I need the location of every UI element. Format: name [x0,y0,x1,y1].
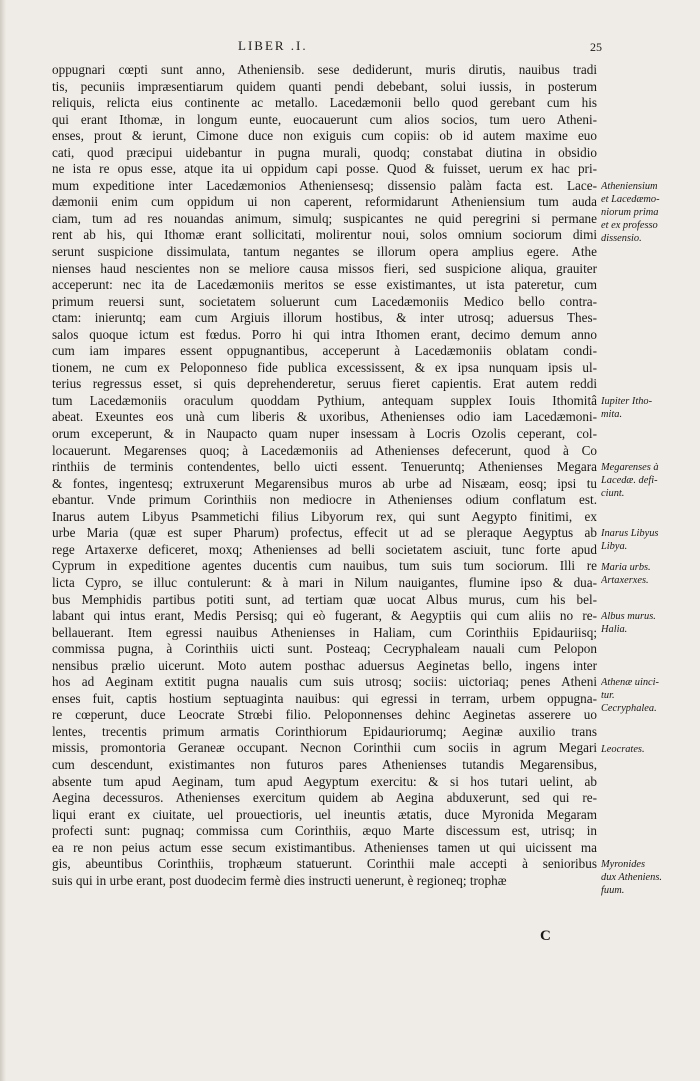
text-line: bus Memphidis partibus potiti sunt, ad tertiam quæ uocat Albus murus, cum his bel- [52,591,597,607]
text-line: hos ad Aeginam extitit pugna naualis cum suis utrosq; sociis: uictoriaq; penes Atheni [52,674,597,690]
margin-note-line: et ex professo [601,219,658,231]
text-line: urbe Maria (quæ est super Pharum) profectus, effecit ut ad se pleraque Aegyptus ab [52,525,597,541]
text-line: Cyprum in expeditione agentes ducentis cum nauibus, tum suis tum sociorum. Illi re [52,558,597,574]
margin-note-line: Libya. [601,541,628,553]
text-line: lentes, trecentis primum armatis Corinthiorum Epidauriorumq; Aeginæ auxilio trans [52,723,597,739]
text-line: rent ab his, qui Ithomæ erant sollicitati, molirentur noui, solos omnium sociorum dimi [52,227,597,243]
text-line: ebantur. Vnde primum Corinthiis non mediocre in Athenienses odium conflatum est. [52,492,597,508]
margin-note [601,527,697,553]
text-line: nensibus prælio uicerunt. Moto autem posthac aduersus Aeginetas bello, ingens inter [52,657,597,673]
margin-note-line: Megarenses à [601,462,659,474]
running-title: LIBER .I. [238,38,308,53]
text-line: rinthiis de terminis contendentes, bello uicti essent. Tenueruntq; Athenienses Megara [52,459,597,475]
text-line: gis, abeuntibus Corinthiis, trophæum statuerunt. Corinthii male accepti à senioribus [52,856,597,872]
text-line: acceperunt: nec ita de Lacedæmoniis meritos se esse existimantes, ut ista pateretur, cum [52,277,597,293]
margin-note-line: ciunt. [601,488,625,500]
margin-note [601,743,697,756]
margin-note [601,180,697,245]
text-line: abeat. Exeuntes eos unà cum liberis & uxoribus, Athenienses odio iam Lacedæmoni- [52,409,597,425]
text-line: orum exceperunt, & in Naupacto quam nuper insessam à Locris Ozolis ceperant, col- [52,426,597,442]
margin-note [601,461,697,500]
running-head [0,38,700,58]
signature-mark: C [540,928,551,944]
text-line: nienses haud nescientes non se meliore causa missos fieri, sed suspicione aliqua, grauiter [52,260,597,276]
margin-note-line: et Lacedæmo- [601,193,660,205]
text-line: reliquis, relicta eius continente ac metallo. Lacedæmonii bello quod gerebant cum his [52,95,597,111]
margin-note-line: niorum prima [601,206,659,218]
margin-note [601,610,697,636]
text-line: primum reuersi sunt, societatem soluerunt cum Lacedæmoniis Medico bello contra- [52,293,597,309]
margin-note [601,561,697,587]
margin-note-line: dissensio. [601,232,642,244]
text-line: profecti sunt: pugnaq; commissa cum Corinthiis, æquo Marte discessum est, utrisq; in [52,823,597,839]
page-spine-shadow [0,0,6,1081]
text-line: mum expeditione inter Lacedæmonios Atheniensesq; dissensio palàm facta est. Lace- [52,177,597,193]
margin-note-line: Maria urbs. [601,561,651,573]
text-line: tionem, ne cum ex Peloponneso fide publica excessissent, & ex ipsa nunquam ipsis ul- [52,359,597,375]
margin-note [601,858,697,897]
margin-note-line: mita. [601,409,623,420]
text-line: & fontes, ingentesq; extruxerunt Megarensibus muros ab urbe ad Nisæam, eosq; ipsi tu [52,475,597,491]
text-line: licta Cypro, se illuc contulerunt: & à mari in Nilum nauigantes, flumine ipso & dua- [52,574,597,590]
text-line: serunt suspicione dissimulata, tantum negantes se illorum opera amplius egere. Athe [52,244,597,260]
text-line: oppugnari cœpti sunt anno, Atheniensib. sese dediderunt, muris dirutis, nauibus tradi [52,62,597,77]
margin-note-line: Lacedæ. defi- [601,475,658,487]
text-line: cati, quod præcipui uidebantur in pugna murali, quodq; constabat diutina in obsidio [52,144,597,160]
text-line: tum Lacedæmoniis oraculum quoddam Pythium, antequam supplex Iouis Ithomitâ [52,392,597,408]
margin-note-line: Myronides [601,859,646,871]
text-line: cum iam impares essent oppugnantibus, acceperunt à Lacedæmoniis oblatam condi- [52,343,597,359]
margin-note-line: fuum. [601,885,625,897]
text-line: commissa pugna, à Corinthiis uicti sunt. Posteaq; Cecryphaleam nauali cum Pelopon [52,641,597,657]
margin-note-line: Cecryphalea. [601,703,657,715]
text-line: bellauerant. Item egressi nauibus Athenienses in Haliam, cum Corinthiis Epidauriisq; [52,624,597,640]
text-line: missis, promontoria Geraneæ occupant. Necnon Corinthii cum sociis in agrum Megari [52,740,597,756]
margin-note-line: Albus murus. [601,611,656,623]
text-line: re cœperunt, duce Leocrate Strœbi filio. Peloponnenses dehinc Aeginetas asserere uo [52,707,597,723]
margin-note-line: Inarus Libyus [601,528,659,540]
text-line: suis qui in urbe erant, post duodecim fermè dies instructi uenerunt, è regioneq; trophæ [52,872,507,888]
margin-note [601,676,697,715]
text-line: liqui erant ex ciuitate, uel prouectioris, uel ineuntis ætatis, duce Myronida Megaram [52,806,597,822]
text-line: ea re non peius actum esse secum existimantibus. Athenienses tamen ut qui uicissent ma [52,839,597,855]
text-line: absente tum apud Aeginam, tum apud Aegyptum exercitu: & si hos tutari uelint, ab [52,773,597,789]
text-line: labant qui intus erant, Medis Persisq; qui eò fugerant, & Aegyptiis qui cum aliis no re- [52,608,597,624]
margin-note-line: Artaxerxes. [601,574,649,586]
body-text [52,62,597,889]
page-number: 25 [590,40,602,54]
text-line: qui erant Ithomæ, in longum eunte, euocauerunt cum alios socios, tum uero Atheni- [52,111,597,127]
text-line: terius regressus esset, si quis deprehenderetur, seruus fieret capientis. Erat autem reddi [52,376,597,392]
text-line: cum descendunt, existimantes non futuros pares Athenienses tutandis Megarensibus, [52,756,597,772]
text-line: tis, pecuniis impræsentiarum quidem quanti pendi debebant, solui iussis, in posterum [52,78,597,94]
text-line: ctam: inieruntq; eam cum Argiuis illorum hostibus, & inter utrosq; aduersus Thes- [52,310,597,326]
text-line: locauerunt. Megarenses quoq; à Lacedæmoniis ad Athenienses defecerunt, quod à Co [52,442,597,458]
text-line: enses, prout & ierunt, Cimone duce non exiguis cum copiis: ob id autem maxime euo [52,128,597,144]
text-line: Inarus autem Libyus Psammetichi filius Libyorum rex, qui sunt Aegypto finitimi, ex [52,508,597,524]
margin-note-line: Halia. [601,624,628,636]
margin-note-line: Leocrates. [601,743,645,755]
text-line: ciam, tum ad res nouandas animum, simulq; suspicantes ne quid peregrini si permane [52,210,597,226]
margin-note [601,395,697,421]
margin-note-line: Atheniensium [601,180,658,192]
text-line: rege Artaxerxe deficeret, moxq; Athenienses ad belli societatem asciuit, tunc forte apud [52,541,597,557]
margin-note-line: tur. [601,690,615,702]
text-line: salos quoque ictum est fœdus. Porro hi qui intra Ithomen erant, decimo demum anno [52,326,597,342]
text-line: dæmonii enim cum oppidum ui non caperent, reformidarunt Atheniensium tum auda [52,194,597,210]
text-line: Aegina decessuros. Athenienses exercitum quidem ab Aegina abduxerunt, sed qui re- [52,790,597,806]
text-line: enses fuit, captis hostium septuaginta nauibus: qui egressi in terram, urbem oppugna- [52,690,597,706]
margin-note-line: Athenæ uinci- [601,677,660,689]
text-line: ne ista re opus esse, atque ita ui oppidum capi posse. Quod & fuisset, uerum ex hac pri- [52,161,597,177]
margin-note-line: dux Atheniens. [601,872,662,884]
margin-note-line: Iupiter Itho- [601,396,653,407]
